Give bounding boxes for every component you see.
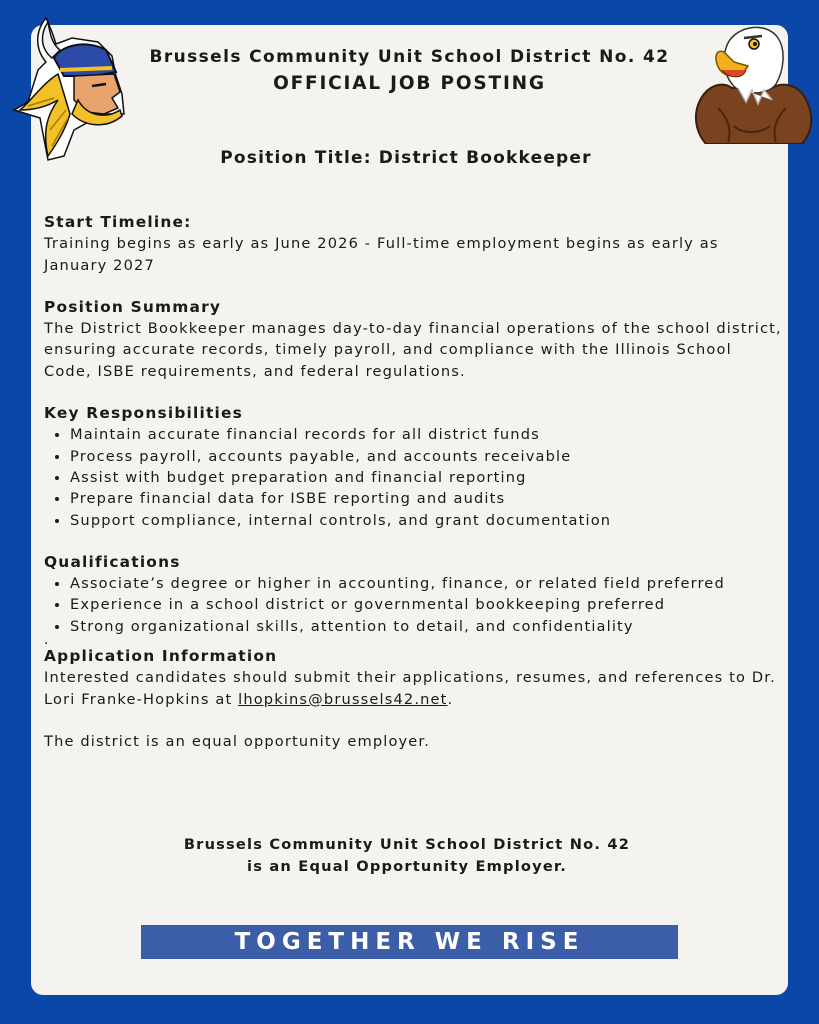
position-summary-text: The District Bookkeeper manages day-to-day financial operations of the school district, ensuring accurate records, timely payroll, and compliance with the Illinois School Code, ISBE requirements, and federal regulations. [44,320,782,380]
posting-title: OFFICIAL JOB POSTING [273,73,546,94]
qualifications-list [44,573,784,637]
qualifications-heading: Qualifications [44,552,181,571]
stray-period: . [44,632,50,649]
position-title: Position Title: District Bookkeeper [220,148,592,168]
posting-content [44,212,784,752]
application-text-before: Interested candidates should submit their applications, resumes, and references to Dr. Lori Franke-Hopkins at [44,669,776,708]
list-item: • Maintain accurate financial records for all district funds [70,424,784,445]
application-text [44,667,784,710]
list-item: • Process payroll, accounts payable, and accounts receivable [70,446,784,467]
position-summary-heading: Position Summary [44,297,222,316]
responsibilities-list [44,424,784,530]
list-item: • Assist with budget preparation and financial reporting [70,467,784,488]
email-link[interactable]: lhopkins@brussels42.net [238,690,448,708]
application-text-after: . [447,690,454,708]
district-name-header: Brussels Community Unit School District No. 42 [149,47,670,67]
start-timeline-text: Training begins as early as June 2026 - Full-time employment begins as early as January 2027 [44,235,719,274]
list-item: • Strong organizational skills, attention to detail, and confidentiality [70,616,784,637]
responsibilities-heading: Key Responsibilities [44,404,243,423]
together-we-rise-banner: TOGETHER WE RISE [141,925,678,959]
footer-line-2: is an Equal Opportunity Employer. [247,858,567,875]
eoe-statement: The district is an equal opportunity employer. [44,732,431,750]
list-item: • Associate’s degree or higher in accounting, finance, or related field preferred [70,573,784,594]
footer-line-1: Brussels Community Unit School District No. 42 [183,836,631,853]
footer-eoe [0,834,814,878]
list-item: • Support compliance, internal controls, and grant documentation [70,510,784,531]
list-item: • Experience in a school district or governmental bookkeeping preferred [70,594,784,615]
list-item: • Prepare financial data for ISBE reporting and audits [70,488,784,509]
application-heading: Application Information [44,647,278,666]
start-timeline-heading: Start Timeline: [44,213,192,231]
